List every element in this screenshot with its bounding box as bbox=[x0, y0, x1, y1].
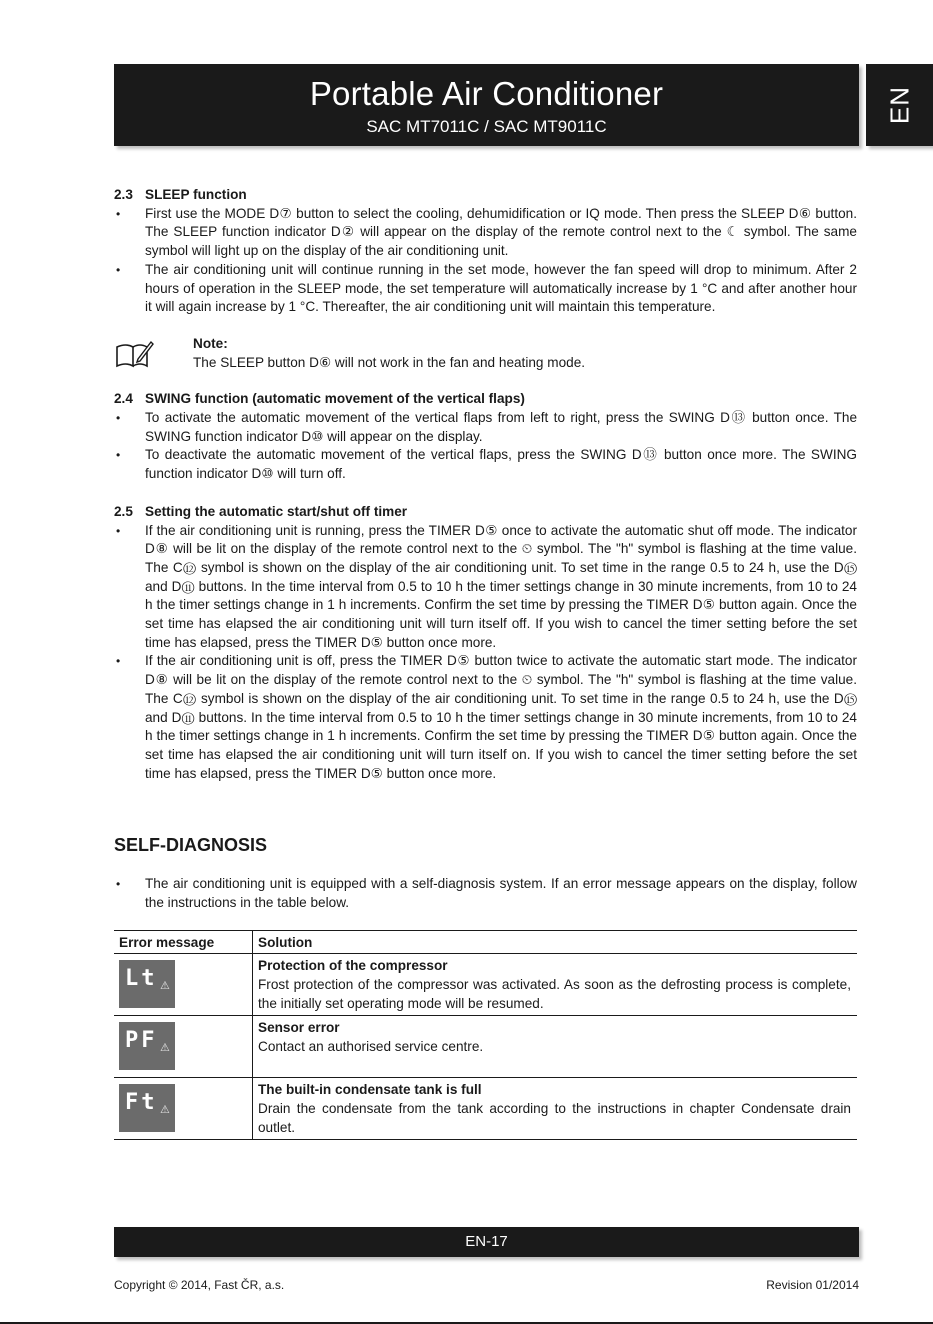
solution-text: Drain the condensate from the tank according to the instructions in chapter Condensate drain outlet. bbox=[258, 1101, 851, 1135]
section-title-timer bbox=[114, 503, 857, 522]
page-number: EN-17 bbox=[465, 1233, 508, 1250]
solution-title: Sensor error bbox=[258, 1020, 340, 1036]
column-header-solution: Solution bbox=[253, 930, 858, 954]
solution-text: Frost protection of the compressor was activated. As soon as the defrosting process is complete, the initially set operating mode will be resumed. bbox=[258, 976, 851, 1011]
section-heading: SLEEP function bbox=[145, 187, 247, 202]
list-item: • To activate the automatic movement of the vertical flaps from left to right, press the SWING D⑬ button once. The SWING function indicator D⑩ will appear on the display. bbox=[114, 409, 857, 446]
solution-title: Protection of the compressor bbox=[258, 958, 448, 974]
table-row bbox=[114, 1016, 857, 1078]
error-code: Ft bbox=[125, 1090, 158, 1116]
list-item: • If the air conditioning unit is off, press the TIMER D⑤ button twice to activate the automatic start mode. The indicator D⑧ will be lit on the display of the remote control next to the ⏲ symbol. The "h" symbol is flashing at the time value. The C⑫ symbol is shown on the display of the air conditioning unit. To set time in the range 0.5 to 24 h, use the D⑮ and D⑪ buttons. In the time interval from 0.5 to 10 h the timer settings change in 30 minute increments, from 10 to 24 h the timer settings change in 1 h increments. Confirm the set time by pressing the TIMER D⑤ button again. Once the set time has elapsed the air conditioning unit will turn itself on. If you wish to cancel the timer setting before the set time has elapsed, press the TIMER D⑤ button once more. bbox=[114, 652, 857, 783]
table-header-row bbox=[114, 930, 857, 954]
model-subtitle: SAC MT7011C / SAC MT9011C bbox=[366, 117, 607, 136]
section-heading: Setting the automatic start/shut off timer bbox=[145, 503, 408, 519]
list-item: • The air conditioning unit is equipped with a self-diagnosis system. If an error message appears on the display, follow the instructions in the table below. bbox=[114, 875, 857, 912]
document-title: Portable Air Conditioner bbox=[309, 75, 664, 112]
error-code-cell bbox=[114, 954, 253, 1016]
error-table bbox=[114, 930, 857, 1141]
section-heading: SWING function (automatic movement of the vertical flaps) bbox=[145, 391, 525, 407]
list-item: • The air conditioning unit will continue running in the set mode, however the fan speed will drop to minimum. After 2 hours of operation in the SLEEP mode, the set temperature will automatically increase by 1 °C and after another hour it will again increase by 1 °C. Thereafter, the air conditioning unit will maintain this temperature. bbox=[114, 261, 857, 317]
section-title-swing bbox=[114, 390, 857, 409]
page-header bbox=[114, 64, 859, 146]
lcd-display-icon bbox=[119, 960, 175, 1008]
section-number: 2.3 bbox=[114, 187, 133, 202]
self-diagnosis-heading: SELF-DIAGNOSIS bbox=[114, 835, 268, 856]
language-label: EN bbox=[884, 85, 914, 125]
warning-triangle-icon: ⚠ bbox=[160, 1104, 170, 1117]
note-text: The SLEEP button D⑥ will not work in the fan and heating mode. bbox=[193, 354, 586, 370]
solution-cell bbox=[253, 1078, 858, 1140]
note-label: Note: bbox=[193, 335, 228, 351]
lcd-display-icon bbox=[119, 1084, 175, 1132]
warning-triangle-icon: ⚠ bbox=[160, 1042, 170, 1055]
solution-text: Contact an authorised service centre. bbox=[258, 1039, 484, 1055]
book-note-icon bbox=[114, 339, 154, 369]
error-code-cell bbox=[114, 1016, 253, 1078]
revision-text: Revision 01/2014 bbox=[766, 1278, 859, 1292]
list-item: • If the air conditioning unit is running, press the TIMER D⑤ once to activate the automatic shut off mode. The indicator D⑧ will be lit on the display of the remote control next to the ⏲ symbol. The "h" symbol is flashing at the time value. The C⑫ symbol is shown on the display of the air conditioning unit. To set time in the range 0.5 to 24 h, use the D⑮ and D⑪ buttons. In the time interval from 0.5 to 10 h the timer settings change in 30 minute increments, from 10 to 24 h the timer settings change in 1 h increments. Confirm the set time by pressing the TIMER D⑤ button again. Once the set time has elapsed the air conditioning unit will turn itself off. If you wish to cancel the timer setting before the set time has elapsed, press the TIMER D⑤ button once more. bbox=[114, 522, 857, 653]
list-item: • First use the MODE D⑦ button to select the cooling, dehumidification or IQ mode. Then press the SLEEP D⑥ button. The SLEEP function indicator D② will appear on the display of the remote control next to the ☾ symbol. The same symbol will light up on the display of the air conditioning unit. bbox=[114, 205, 857, 261]
section-title-sleep bbox=[114, 186, 857, 205]
section-number: 2.4 bbox=[114, 391, 133, 407]
section-number: 2.5 bbox=[114, 503, 133, 519]
page-number-bar bbox=[114, 1227, 859, 1257]
list-item: • To deactivate the automatic movement of the vertical flaps, press the SWING D⑬ button once more. The SWING function indicator D⑩ will turn off. bbox=[114, 446, 857, 483]
table-row bbox=[114, 1078, 857, 1140]
error-code-cell bbox=[114, 1078, 253, 1140]
language-tab bbox=[866, 64, 933, 146]
lcd-display-icon bbox=[119, 1022, 175, 1070]
error-code: PF bbox=[125, 1028, 158, 1054]
main-content bbox=[114, 186, 857, 1140]
error-code: Lt bbox=[125, 966, 158, 992]
solution-cell bbox=[253, 1016, 858, 1078]
solution-cell bbox=[253, 954, 858, 1016]
table-row bbox=[114, 954, 857, 1016]
note-box bbox=[114, 335, 857, 372]
solution-title: The built-in condensate tank is full bbox=[258, 1082, 482, 1098]
column-header-error: Error message bbox=[114, 930, 253, 954]
copyright-text: Copyright © 2014, Fast ČR, a.s. bbox=[114, 1278, 285, 1292]
warning-triangle-icon: ⚠ bbox=[160, 980, 170, 993]
